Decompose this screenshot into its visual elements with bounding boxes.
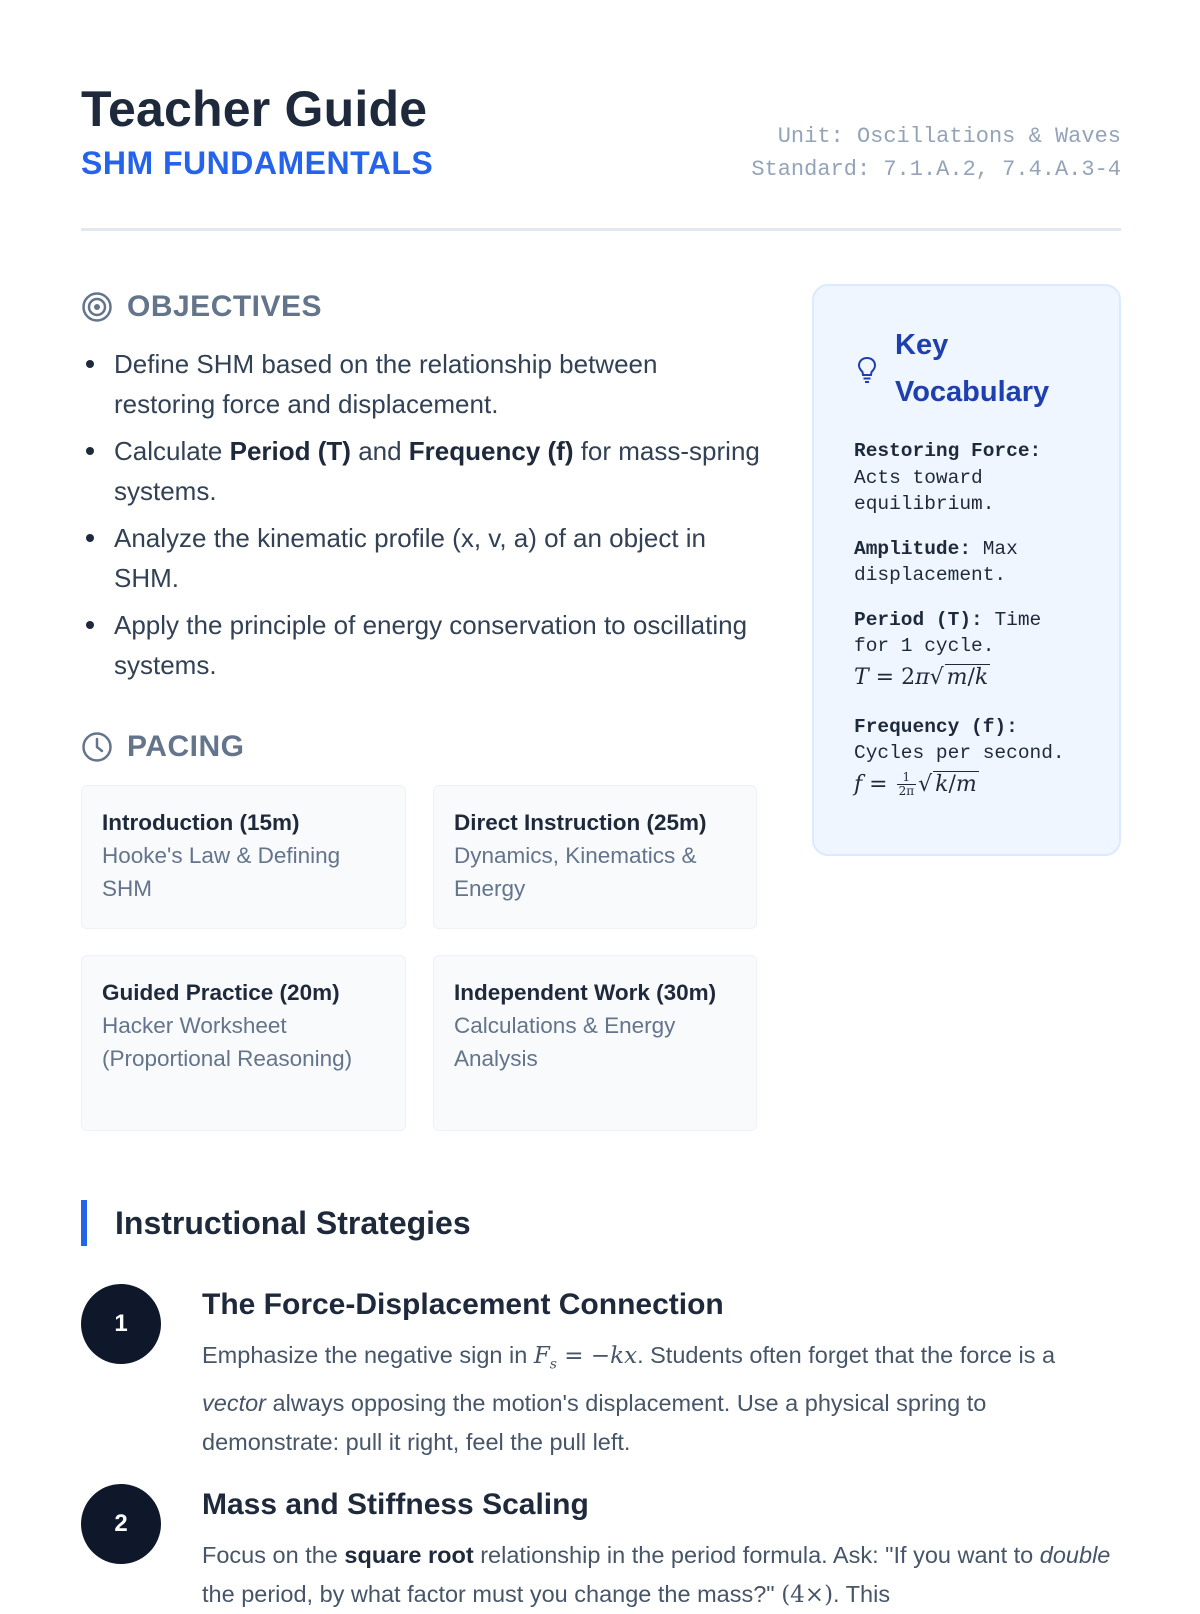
objective-text-mid: and bbox=[350, 436, 409, 466]
period-formula: T = 2π√ m/k bbox=[854, 664, 989, 690]
standard-label: Standard: 7.1.A.2, 7.4.A.3-4 bbox=[751, 157, 1121, 182]
vocab-term-amplitude bbox=[854, 536, 1079, 589]
strategy-step-1 bbox=[81, 1284, 1121, 1455]
vocab-term-frequency bbox=[854, 714, 1079, 803]
vocab-definition: Time for 1 cycle. bbox=[854, 608, 1042, 657]
emphasis-vector: vector bbox=[202, 1390, 266, 1417]
pacing-card-independent-work bbox=[433, 955, 757, 1131]
pacing-card-introduction bbox=[81, 785, 406, 929]
frequency-term: Frequency (f) bbox=[408, 436, 574, 466]
vocab-term-period bbox=[854, 607, 1079, 696]
pacing-card-title: Guided Practice (20m) bbox=[102, 980, 340, 1005]
pacing-card-desc: Hacker Worksheet (Proportional Reasoning) bbox=[102, 1013, 353, 1071]
pacing-card-desc: Calculations & Energy Analysis bbox=[454, 1013, 676, 1071]
vocab-definition: Acts toward equilibrium. bbox=[854, 466, 995, 515]
pacing-card-desc: Dynamics, Kinematics & Energy bbox=[454, 843, 697, 901]
objective-text: Analyze the kinematic profile (x, v, a) of an object in SHM. bbox=[114, 523, 707, 593]
step-number-badge: 2 bbox=[81, 1484, 161, 1564]
emphasis-double: double bbox=[1039, 1542, 1111, 1568]
pacing-card-direct-instruction bbox=[433, 785, 757, 929]
vocab-definition: Max displacement. bbox=[854, 537, 1018, 586]
step-title: Mass and Stiffness Scaling bbox=[202, 1488, 589, 1521]
bullet-icon bbox=[86, 534, 94, 542]
vocabulary-title: Key Vocabulary bbox=[895, 329, 1050, 408]
pacing-card-title: Direct Instruction (25m) bbox=[454, 810, 707, 835]
page-subtitle: SHM FUNDAMENTALS bbox=[81, 145, 434, 181]
list-item bbox=[81, 344, 761, 424]
header bbox=[81, 80, 1121, 231]
step-description bbox=[202, 1536, 1122, 1614]
vocab-term: Period (T): bbox=[854, 608, 983, 631]
lightbulb-icon bbox=[857, 356, 877, 384]
bullet-icon bbox=[86, 360, 94, 368]
step-title: The Force-Displacement Connection bbox=[202, 1288, 724, 1321]
bullet-icon bbox=[86, 621, 94, 629]
objectives-list bbox=[81, 344, 761, 692]
instructional-strategies-title: Instructional Strategies bbox=[115, 1204, 471, 1241]
step-text: . This bbox=[833, 1580, 891, 1607]
emphasis-square-root: square root bbox=[344, 1542, 474, 1568]
instructional-strategies-heading bbox=[81, 1200, 471, 1246]
bullet-icon bbox=[86, 447, 94, 455]
step-text: relationship in the period formula. Ask: "If you want to bbox=[473, 1542, 1040, 1568]
unit-meta bbox=[751, 120, 1121, 186]
period-term: Period (T) bbox=[229, 436, 351, 466]
list-item bbox=[81, 518, 761, 598]
key-vocabulary-box bbox=[812, 284, 1121, 856]
list-item bbox=[81, 605, 761, 685]
vocab-term-restoring-force bbox=[854, 438, 1079, 518]
objective-text: Define SHM based on the relationship between restoring force and displacement. bbox=[114, 349, 658, 419]
objective-text-pre: Calculate bbox=[114, 436, 230, 466]
vocab-term: Amplitude: bbox=[854, 537, 972, 560]
pacing-heading bbox=[81, 727, 244, 767]
pacing-card-guided-practice bbox=[81, 955, 406, 1131]
vocab-term: Restoring Force: bbox=[854, 440, 1042, 462]
pacing-card-desc: Hooke's Law & Defining SHM bbox=[102, 843, 341, 901]
strategy-step-2 bbox=[81, 1484, 1121, 1608]
clock-icon bbox=[81, 731, 113, 763]
step-number-badge: 1 bbox=[81, 1284, 161, 1364]
step-description bbox=[202, 1336, 1122, 1461]
step-text: Emphasize the negative sign in bbox=[202, 1342, 534, 1368]
step-text: always opposing the motion's displacement. Use a physical spring to demonstrate: pull it right, feel the pull left. bbox=[202, 1390, 987, 1455]
objective-text-post: for mass-spring systems. bbox=[114, 436, 760, 506]
factor-equation: (4×) bbox=[781, 1581, 834, 1608]
pacing-card-title: Introduction (15m) bbox=[102, 810, 300, 835]
unit-label: Unit: Oscillations & Waves bbox=[777, 124, 1121, 149]
step-text: . Students often forget that the force is a bbox=[637, 1342, 1056, 1368]
vocabulary-header bbox=[854, 326, 1079, 420]
objectives-heading bbox=[81, 287, 322, 327]
hookes-law-equation: $F_s = -kx$ bbox=[533, 1343, 638, 1373]
list-item bbox=[81, 431, 761, 511]
frequency-formula: f = $\frac{1}{2\pi}$ √ k/m bbox=[854, 770, 977, 798]
heading-accent-bar bbox=[81, 1200, 87, 1246]
vocab-definition: Cycles per second. bbox=[854, 742, 1065, 764]
pacing-heading-label: PACING bbox=[127, 730, 245, 763]
objective-text: Apply the principle of energy conservation to oscillating systems. bbox=[114, 610, 748, 680]
step-text: Focus on the bbox=[202, 1542, 345, 1568]
step-text: the period, by what factor must you change the mass?" bbox=[202, 1580, 782, 1607]
page-title: Teacher Guide bbox=[81, 81, 428, 137]
vocab-term: Frequency (f): bbox=[854, 715, 1018, 738]
pacing-card-title: Independent Work (30m) bbox=[454, 980, 717, 1005]
objectives-heading-label: OBJECTIVES bbox=[127, 290, 323, 323]
teacher-guide-page bbox=[81, 0, 1121, 1608]
target-icon bbox=[81, 291, 113, 323]
